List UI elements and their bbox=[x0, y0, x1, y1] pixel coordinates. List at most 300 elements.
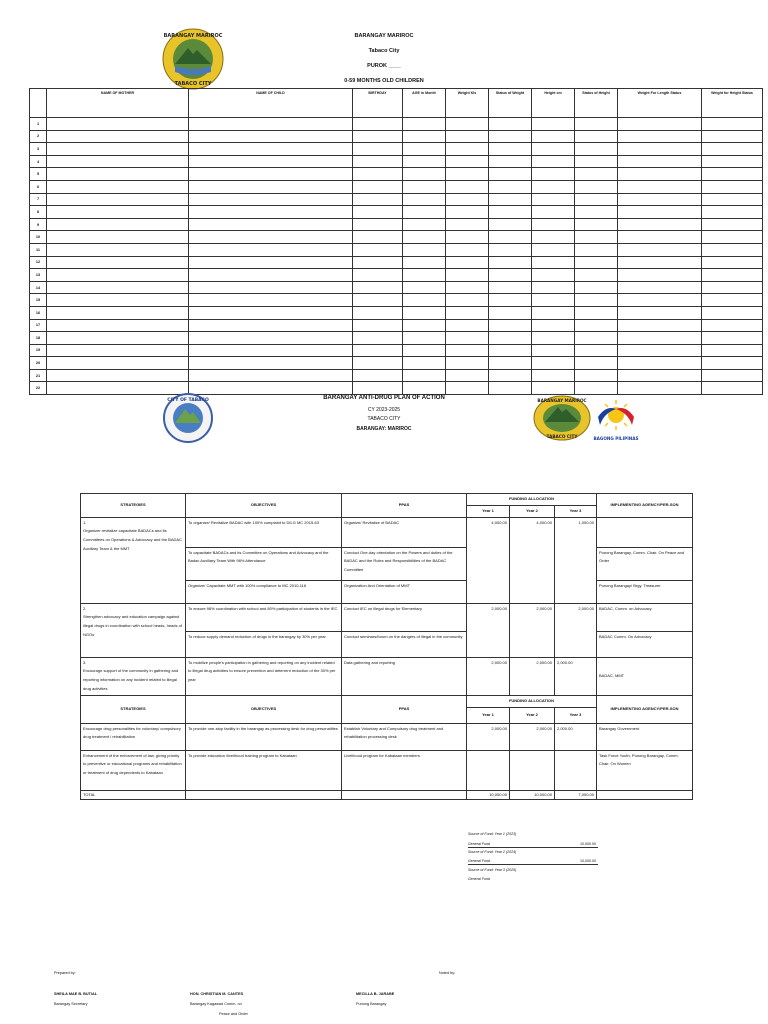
child-cell bbox=[489, 269, 532, 282]
child-cell bbox=[353, 319, 403, 332]
child-cell bbox=[618, 218, 702, 231]
child-cell bbox=[446, 143, 489, 156]
child-cell bbox=[189, 193, 353, 206]
header-subtitle: 0-59 MONTHS OLD CHILDREN bbox=[344, 78, 424, 84]
child-cell bbox=[189, 243, 353, 256]
child-cell bbox=[403, 294, 446, 307]
child-cell bbox=[403, 118, 446, 131]
child-cell bbox=[618, 281, 702, 294]
signatory-3-name: MECILLA B. JARABE bbox=[356, 992, 395, 996]
child-cell bbox=[575, 193, 618, 206]
funding-3-y1: 2,000.00 bbox=[467, 657, 510, 695]
anti-drug-plan-table bbox=[80, 493, 693, 800]
hdr-ppas: PPAS bbox=[342, 494, 467, 518]
child-cell bbox=[575, 143, 618, 156]
child-cell bbox=[702, 118, 763, 131]
child-cell bbox=[618, 155, 702, 168]
child-cell bbox=[702, 180, 763, 193]
row-number: 15 bbox=[30, 294, 47, 307]
child-cell bbox=[489, 168, 532, 181]
child-cell bbox=[489, 180, 532, 193]
child-cell bbox=[532, 130, 575, 143]
child-cell bbox=[618, 357, 702, 370]
child-cell bbox=[446, 168, 489, 181]
plan-row bbox=[81, 517, 693, 547]
child-cell bbox=[403, 168, 446, 181]
signatory-2-name: HON. CHRISTIAN M. CANTES bbox=[190, 992, 244, 996]
hdr-funding: FUNDING ALLOCATION bbox=[467, 494, 597, 506]
row-number: 12 bbox=[30, 256, 47, 269]
plan-header-row-2 bbox=[81, 695, 693, 707]
child-cell bbox=[618, 143, 702, 156]
col-header-wfl: Weight For Length Status bbox=[618, 89, 702, 118]
child-cell bbox=[353, 231, 403, 244]
child-cell bbox=[403, 193, 446, 206]
child-cell bbox=[47, 306, 189, 319]
agency-2b: BADAC Comm. On Advocacy bbox=[597, 631, 693, 657]
child-cell bbox=[189, 118, 353, 131]
child-cell bbox=[575, 369, 618, 382]
child-cell bbox=[446, 231, 489, 244]
child-cell bbox=[489, 256, 532, 269]
ppa-4: Establish Voluntary and Compulsory drug treatment and rehabilitation processing desk bbox=[342, 723, 467, 750]
child-row bbox=[30, 281, 763, 294]
source-y3-fund: General Fund bbox=[468, 877, 490, 881]
child-cell bbox=[403, 180, 446, 193]
child-row bbox=[30, 218, 763, 231]
hdr2-funding: FUNDING ALLOCATION bbox=[467, 695, 597, 707]
child-cell bbox=[532, 206, 575, 219]
child-cell bbox=[189, 344, 353, 357]
objective-2a: To ensure 98% coordination with school and 80% participation of students in the IEC bbox=[186, 603, 342, 631]
total-blank-2 bbox=[342, 790, 467, 799]
child-cell bbox=[702, 256, 763, 269]
strategy-3: 3. Encourage support of the community in gathering and reporting information on any incident related to illegal drug activities bbox=[81, 657, 186, 695]
strategy-4: Encourage drug personalities for voluntary/ compulsory drug treatment / rehabilitation bbox=[81, 723, 186, 750]
child-cell bbox=[189, 281, 353, 294]
child-cell bbox=[189, 218, 353, 231]
child-cell bbox=[618, 206, 702, 219]
row-number: 17 bbox=[30, 319, 47, 332]
child-cell bbox=[575, 168, 618, 181]
row-number: 20 bbox=[30, 357, 47, 370]
child-cell bbox=[618, 382, 702, 395]
agency-2a: BADAC, Comm. on Advocacy bbox=[597, 603, 693, 631]
child-cell bbox=[618, 193, 702, 206]
ppa-1c: Organization And Orientation of MMT bbox=[342, 580, 467, 603]
plan-row bbox=[81, 603, 693, 631]
child-cell bbox=[47, 206, 189, 219]
child-cell bbox=[702, 319, 763, 332]
col-header-status-weight: Status of Weight bbox=[489, 89, 532, 118]
child-row bbox=[30, 369, 763, 382]
child-cell bbox=[575, 269, 618, 282]
child-cell bbox=[353, 269, 403, 282]
col-header-status-height: Status of Height bbox=[575, 89, 618, 118]
child-cell bbox=[532, 231, 575, 244]
child-row bbox=[30, 130, 763, 143]
child-cell bbox=[189, 168, 353, 181]
child-cell bbox=[702, 218, 763, 231]
child-cell bbox=[489, 306, 532, 319]
child-row bbox=[30, 332, 763, 345]
child-row bbox=[30, 357, 763, 370]
child-cell bbox=[446, 369, 489, 382]
child-cell bbox=[403, 130, 446, 143]
header-city: Tabaco City bbox=[368, 48, 400, 54]
child-cell bbox=[702, 143, 763, 156]
agency-3: BADAC, MMT bbox=[597, 657, 693, 695]
child-cell bbox=[489, 231, 532, 244]
child-cell bbox=[189, 206, 353, 219]
child-cell bbox=[446, 180, 489, 193]
child-cell bbox=[403, 206, 446, 219]
child-cell bbox=[353, 155, 403, 168]
source-y2-fund: General Fund bbox=[468, 859, 490, 863]
child-cell bbox=[532, 193, 575, 206]
row-number: 18 bbox=[30, 332, 47, 345]
plan-row bbox=[81, 657, 693, 695]
total-y2: 10,000.00 bbox=[510, 790, 555, 799]
col-header-weight: Weight Kls bbox=[446, 89, 489, 118]
ppa-1b: Conduct One-day orientation on the Powers and duties of the BADAC and the Roles and Responsibilities of the BADAC Committee bbox=[342, 547, 467, 580]
child-cell bbox=[618, 369, 702, 382]
child-cell bbox=[702, 294, 763, 307]
child-cell bbox=[618, 294, 702, 307]
child-cell bbox=[532, 357, 575, 370]
row-number: 13 bbox=[30, 269, 47, 282]
child-cell bbox=[489, 357, 532, 370]
row-number: 5 bbox=[30, 168, 47, 181]
funding-4-y3: 2,000.00 bbox=[555, 723, 597, 750]
row-number: 19 bbox=[30, 344, 47, 357]
hdr2-objectives: OBJECTIVES bbox=[186, 695, 342, 723]
hdr2-year2: Year 2 bbox=[510, 707, 555, 723]
child-cell bbox=[575, 130, 618, 143]
signatory-2-title2: Peace and Order bbox=[219, 1012, 248, 1016]
child-cell bbox=[446, 294, 489, 307]
child-cell bbox=[403, 155, 446, 168]
child-cell bbox=[403, 319, 446, 332]
child-cell bbox=[532, 180, 575, 193]
row-number: 3 bbox=[30, 143, 47, 156]
child-cell bbox=[403, 369, 446, 382]
funding-1-y2: 4,000.00 bbox=[510, 517, 555, 603]
child-cell bbox=[353, 382, 403, 395]
strategy-1: 1. Organizer revitalize capacitate BADACs and its Committees on Operations & Advocacy and the BADAC Auxiliary Team & the MMT bbox=[81, 517, 186, 603]
col-header-mother: NAME OF MOTHER bbox=[47, 89, 189, 118]
child-cell bbox=[575, 344, 618, 357]
row-number: 6 bbox=[30, 180, 47, 193]
total-y3: 7,000.00 bbox=[555, 790, 597, 799]
child-cell bbox=[47, 218, 189, 231]
source-y1-rule bbox=[468, 847, 598, 848]
child-cell bbox=[403, 306, 446, 319]
child-cell bbox=[353, 143, 403, 156]
child-cell bbox=[575, 231, 618, 244]
child-cell bbox=[47, 319, 189, 332]
child-cell bbox=[532, 243, 575, 256]
plan-row bbox=[81, 723, 693, 750]
child-cell bbox=[532, 269, 575, 282]
child-cell bbox=[403, 231, 446, 244]
child-cell bbox=[702, 155, 763, 168]
ppa-5: Livelihood program for Kabataan members bbox=[342, 750, 467, 790]
child-cell bbox=[189, 357, 353, 370]
child-cell bbox=[189, 369, 353, 382]
child-cell bbox=[489, 369, 532, 382]
child-row bbox=[30, 269, 763, 282]
child-cell bbox=[702, 206, 763, 219]
child-cell bbox=[47, 243, 189, 256]
child-cell bbox=[47, 193, 189, 206]
child-cell bbox=[403, 218, 446, 231]
child-cell bbox=[47, 155, 189, 168]
col-header-height: Height cm bbox=[532, 89, 575, 118]
child-cell bbox=[532, 332, 575, 345]
child-row bbox=[30, 206, 763, 219]
child-cell bbox=[489, 218, 532, 231]
child-cell bbox=[353, 332, 403, 345]
child-row bbox=[30, 118, 763, 131]
child-row bbox=[30, 243, 763, 256]
barangay-seal-small bbox=[533, 395, 591, 441]
source-y1-fund: General Fund bbox=[468, 842, 490, 846]
child-cell bbox=[702, 130, 763, 143]
child-cell bbox=[575, 180, 618, 193]
child-cell bbox=[403, 357, 446, 370]
child-cell bbox=[446, 256, 489, 269]
child-cell bbox=[618, 256, 702, 269]
child-cell bbox=[189, 256, 353, 269]
child-cell bbox=[353, 218, 403, 231]
total-blank-1 bbox=[186, 790, 342, 799]
child-cell bbox=[353, 369, 403, 382]
child-cell bbox=[47, 256, 189, 269]
strategy-5: Enhancement of the enforcement of law, giving priority to preventive or educational programs and rehabilitation or treatment of drug dependents to Kabataan bbox=[81, 750, 186, 790]
child-cell bbox=[618, 130, 702, 143]
child-row bbox=[30, 168, 763, 181]
bagong-pilipinas-logo bbox=[593, 395, 639, 445]
objective-3: To mobilize people's participation in gathering and reporting on any incident related to illegal drug activities to ensure prevention and deterrent reduction of the 30% per year bbox=[186, 657, 342, 695]
child-cell bbox=[47, 180, 189, 193]
children-table-header bbox=[30, 89, 763, 118]
child-cell bbox=[532, 143, 575, 156]
plan-total-row bbox=[81, 790, 693, 799]
child-cell bbox=[575, 319, 618, 332]
child-cell bbox=[702, 344, 763, 357]
child-row bbox=[30, 294, 763, 307]
child-cell bbox=[47, 231, 189, 244]
child-cell bbox=[489, 130, 532, 143]
child-cell bbox=[446, 243, 489, 256]
child-row bbox=[30, 143, 763, 156]
child-cell bbox=[489, 243, 532, 256]
child-cell bbox=[702, 168, 763, 181]
child-cell bbox=[532, 294, 575, 307]
child-cell bbox=[403, 243, 446, 256]
child-cell bbox=[353, 306, 403, 319]
signatory-2-title: Barangay Kagawad Comm. on bbox=[190, 1002, 242, 1006]
child-cell bbox=[403, 382, 446, 395]
child-cell bbox=[47, 143, 189, 156]
child-cell bbox=[353, 344, 403, 357]
child-cell bbox=[618, 231, 702, 244]
seal-text-bottom: TABACO CITY bbox=[546, 434, 578, 439]
row-number: 22 bbox=[30, 382, 47, 395]
objective-1a: To organize/ Revitalize BADAC with 100% complaint to DILG MC 2015-63 bbox=[186, 517, 342, 547]
row-number: 1 bbox=[30, 118, 47, 131]
child-cell bbox=[489, 382, 532, 395]
hdr-year3: Year 3 bbox=[555, 505, 597, 517]
child-cell bbox=[702, 306, 763, 319]
seal-text-top: BARANGAY MARIROC bbox=[537, 398, 587, 403]
child-cell bbox=[532, 218, 575, 231]
child-cell bbox=[446, 344, 489, 357]
total-y1: 10,000.00 bbox=[467, 790, 510, 799]
col-header-child: NAME OF CHILD bbox=[189, 89, 353, 118]
child-cell bbox=[489, 143, 532, 156]
child-cell bbox=[702, 243, 763, 256]
child-cell bbox=[575, 357, 618, 370]
ppa-2a: Conduct IEC on illegal drugs for Elementary bbox=[342, 603, 467, 631]
row-number: 16 bbox=[30, 306, 47, 319]
child-cell bbox=[446, 206, 489, 219]
signatory-1-title: Barangay Secretary bbox=[54, 1002, 88, 1006]
hdr2-year3: Year 3 bbox=[555, 707, 597, 723]
row-number: 7 bbox=[30, 193, 47, 206]
agency-1b: Punong Barangay, Comm. Chair. On Peace and Order bbox=[597, 547, 693, 580]
child-row bbox=[30, 155, 763, 168]
hdr-objectives: OBJECTIVES bbox=[186, 494, 342, 518]
child-cell bbox=[618, 319, 702, 332]
child-cell bbox=[403, 256, 446, 269]
col-header-blank bbox=[30, 89, 47, 118]
child-cell bbox=[489, 155, 532, 168]
child-row bbox=[30, 180, 763, 193]
child-cell bbox=[618, 269, 702, 282]
funding-5-y2 bbox=[510, 750, 555, 790]
child-cell bbox=[47, 168, 189, 181]
child-cell bbox=[189, 155, 353, 168]
child-cell bbox=[446, 118, 489, 131]
funding-3-y3: 2,000.00 bbox=[555, 657, 597, 695]
plan-header-row bbox=[81, 494, 693, 506]
child-cell bbox=[446, 193, 489, 206]
child-cell bbox=[47, 344, 189, 357]
child-cell bbox=[618, 118, 702, 131]
row-number: 14 bbox=[30, 281, 47, 294]
child-cell bbox=[353, 193, 403, 206]
child-cell bbox=[446, 130, 489, 143]
child-cell bbox=[47, 130, 189, 143]
child-cell bbox=[403, 269, 446, 282]
source-y1-label: Source of Fund: Year 1 (2023) bbox=[468, 832, 517, 836]
child-cell bbox=[489, 281, 532, 294]
child-cell bbox=[532, 118, 575, 131]
child-cell bbox=[575, 306, 618, 319]
child-cell bbox=[575, 243, 618, 256]
child-cell bbox=[702, 369, 763, 382]
child-cell bbox=[702, 193, 763, 206]
funding-4-y2: 2,000.00 bbox=[510, 723, 555, 750]
child-cell bbox=[446, 332, 489, 345]
child-row bbox=[30, 231, 763, 244]
row-number: 21 bbox=[30, 369, 47, 382]
header-barangay: BARANGAY MARIROC bbox=[354, 33, 414, 39]
funding-2-y3: 2,000.00 bbox=[555, 603, 597, 657]
child-cell bbox=[47, 269, 189, 282]
child-cell bbox=[702, 269, 763, 282]
child-cell bbox=[532, 306, 575, 319]
ppa-2b: Conduct seminars/forum on the dangers of illegal in the community bbox=[342, 631, 467, 657]
source-y2-label: Source of Fund: Year 2 (2024) bbox=[468, 850, 517, 854]
child-cell bbox=[446, 218, 489, 231]
signatory-1-name: SHEILA MAE B. BUTIAL bbox=[54, 992, 98, 996]
child-cell bbox=[575, 382, 618, 395]
child-cell bbox=[489, 294, 532, 307]
child-cell bbox=[532, 256, 575, 269]
row-number: 4 bbox=[30, 155, 47, 168]
objective-2b: To reduce supply demand reduction of drugs in the barangay by 30% per year bbox=[186, 631, 342, 657]
child-cell bbox=[489, 319, 532, 332]
child-row bbox=[30, 256, 763, 269]
hdr-year2: Year 2 bbox=[510, 505, 555, 517]
child-row bbox=[30, 319, 763, 332]
hdr2-agency: IMPLEMENTING AGENCY/PER-SON bbox=[597, 695, 693, 723]
child-cell bbox=[353, 281, 403, 294]
child-cell bbox=[353, 243, 403, 256]
child-cell bbox=[47, 294, 189, 307]
hdr2-strategies: STRATEGIES bbox=[81, 695, 186, 723]
child-cell bbox=[618, 344, 702, 357]
child-cell bbox=[446, 306, 489, 319]
svg-text:TABACO CITY: TABACO CITY bbox=[174, 81, 212, 87]
plan-row bbox=[81, 750, 693, 790]
child-cell bbox=[575, 218, 618, 231]
child-cell bbox=[575, 281, 618, 294]
child-cell bbox=[532, 155, 575, 168]
child-cell bbox=[353, 294, 403, 307]
child-cell bbox=[403, 143, 446, 156]
child-cell bbox=[403, 344, 446, 357]
col-header-age: AGE in Month bbox=[403, 89, 446, 118]
child-cell bbox=[47, 369, 189, 382]
child-cell bbox=[489, 332, 532, 345]
hdr2-ppas: PPAS bbox=[342, 695, 467, 723]
child-cell bbox=[575, 118, 618, 131]
child-cell bbox=[403, 281, 446, 294]
plan-city: TABACO CITY bbox=[367, 416, 401, 422]
child-cell bbox=[47, 281, 189, 294]
funding-1-y3: 1,000.00 bbox=[555, 517, 597, 603]
objective-1c: Organize/ Capacitate MMT with 100% compliance to MC 2010-116 bbox=[186, 580, 342, 603]
child-cell bbox=[532, 281, 575, 294]
child-cell bbox=[532, 344, 575, 357]
child-cell bbox=[446, 382, 489, 395]
child-cell bbox=[618, 168, 702, 181]
child-cell bbox=[446, 269, 489, 282]
row-number: 8 bbox=[30, 206, 47, 219]
child-cell bbox=[403, 332, 446, 345]
agency-1a bbox=[597, 517, 693, 547]
child-cell bbox=[702, 382, 763, 395]
ppa-3: Data gathering and reporting bbox=[342, 657, 467, 695]
svg-text:BARANGAY MARIROC: BARANGAY MARIROC bbox=[163, 33, 223, 39]
col-header-wfh: Weight for Height Status bbox=[702, 89, 763, 118]
child-cell bbox=[702, 332, 763, 345]
child-cell bbox=[532, 319, 575, 332]
